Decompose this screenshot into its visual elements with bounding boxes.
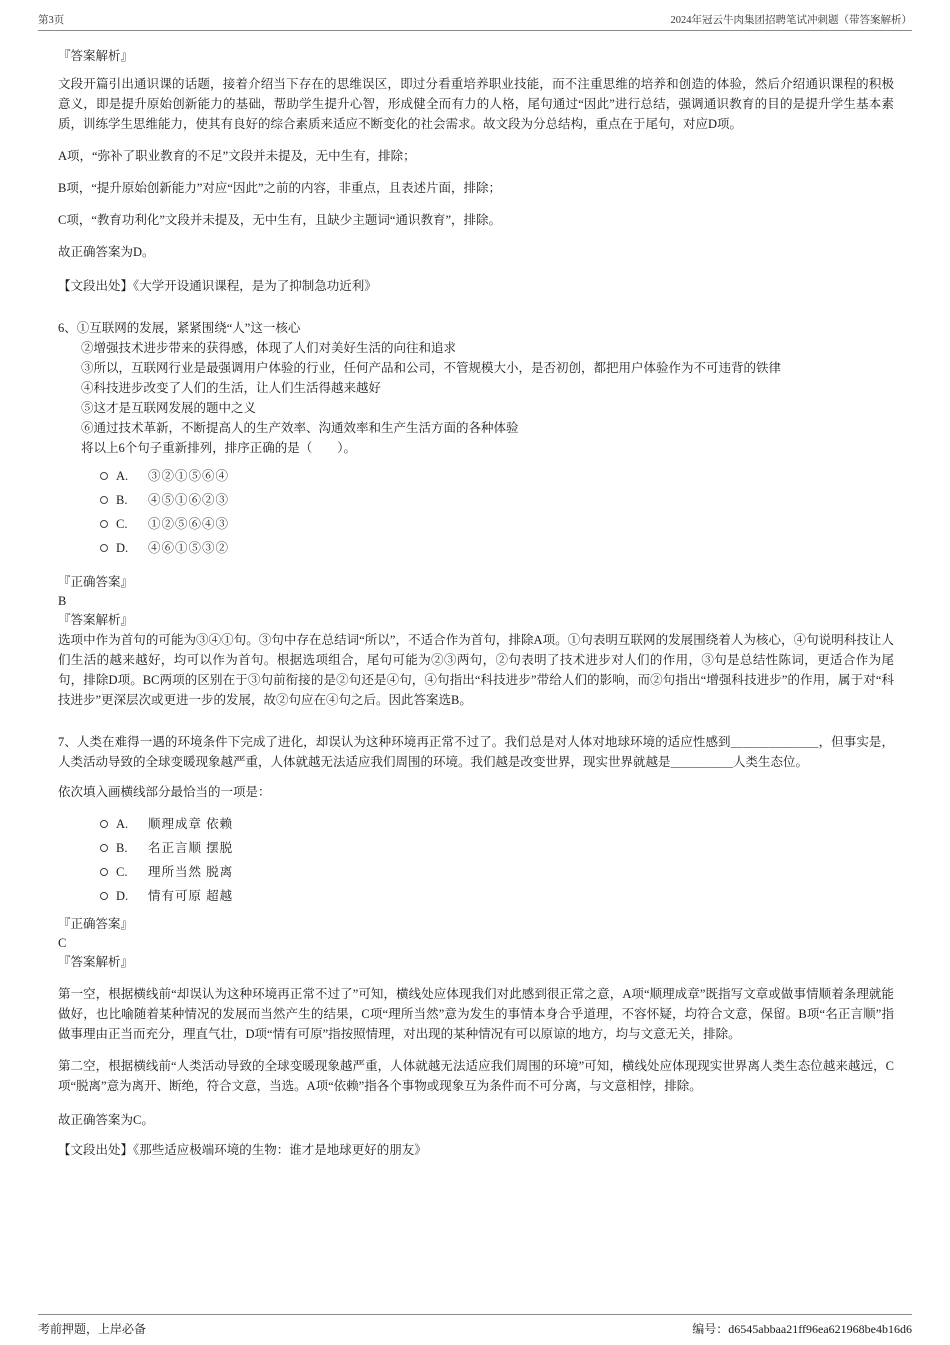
- option-text: ④⑤①⑥②③: [148, 493, 230, 507]
- q5-source: 【文段出处】《大学开设通识课程，是为了抑制急功近利》: [58, 279, 377, 293]
- option-text: ①②⑤⑥④③: [148, 517, 230, 531]
- question-6: [58, 318, 894, 710]
- q7-analysis-p2: 第二空，根据横线前“人类活动导致的全球变暖现象越严重，人体就越无法适应我们周围的环境”可知，横线处应体现现实世界离人类生态位越来越远，C项“脱离”意为离开、断绝，符合文意，当选。A项“依赖”指各个事物或现象互为条件而不可分离，与文意相悖，排除。: [58, 1059, 894, 1093]
- q6-analysis-text: 选项中作为首句的可能为③④①句。③句中存在总结词“所以”，不适合作为首句，排除A项。①句表明互联网的发展围绕着人为核心，④句说明科技让人们生活的越来越好，均可以作为首句。根据选项组合，尾句可能为②③两句，②句表明了技术进步对人们的作用，③句是总结性陈词，更适合作为尾句，排除D项。BC两项的区别在于③句前衔接的是②句还是④句，④句指出“科技进步”带给人们的影响，而②句指出“增强科技进步”的作用，属于对“科技进步”更深层次或更进一步的发展，故②句应在④句之后。因此答案选B。: [58, 633, 894, 707]
- q6-stem: 6、①互联网的发展，紧紧围绕“人”这一核心: [58, 321, 301, 335]
- page-number: 第3页: [38, 15, 65, 26]
- option-text: ④⑥①⑤③②: [148, 541, 230, 555]
- q7-option-a[interactable]: [100, 812, 894, 836]
- q6-analysis-label: 『答案解析』: [58, 613, 134, 627]
- option-text: ③②①⑤⑥④: [148, 469, 230, 483]
- option-letter: D.: [116, 889, 129, 903]
- q5-analysis-text: 文段开篇引出通识课的话题，接着介绍当下存在的思维误区，即过分看重培养职业技能，而不注重思维的培养和创造的体验，然后介绍通识课程的积极意义，即是提升原始创新能力的基础，帮助学生提升心智，形成健全而有力的人格，尾句通过“因此”进行总结，强调通识教育的目的是提升学生基本素质，训练学生思维能力，使其有良好的综合素质来适应不断变化的社会需求。故文段为分总结构，重点在于尾句，对应D项。: [58, 77, 894, 131]
- option-text: 情有可原 超越: [148, 889, 234, 903]
- q5-point-b: B项，“提升原始创新能力”对应“因此”之前的内容，非重点，且表述片面，排除；: [58, 181, 502, 195]
- page-content: [58, 46, 894, 1160]
- radio-icon[interactable]: [100, 844, 108, 852]
- q7-stem: 7、人类在难得一遇的环境条件下完成了进化，却误认为这种环境再正常不过了。我们总是对人体对地球环境的适应性感到＿＿＿＿＿＿＿，但事实是，人类活动导致的全球变暖现象越严重，人体就越无法适应我们周围的环境。我们越是改变世界，现实世界就越是＿＿＿＿＿人类生态位。: [58, 735, 894, 769]
- question-7: [58, 732, 894, 1160]
- doc-code: 编号：d6545abbaa21ff96ea621968be4b16d6: [692, 1322, 912, 1336]
- footer-divider: [38, 1314, 912, 1315]
- q6-option-b[interactable]: [100, 488, 894, 512]
- q6-sentence-6: ⑥通过技术革新，不断提高人的生产效率、沟通效率和生产生活方面的各种体验: [81, 421, 519, 435]
- doc-title: 2024年冠云牛肉集团招聘笔试冲刺题（带答案解析）: [670, 15, 912, 26]
- header-divider: [38, 30, 912, 31]
- q7-analysis-p1: 第一空，根据横线前“却误认为这种环境再正常不过了”可知，横线处应体现我们对此感到很正常之意，A项“顺理成章”既指写文章或做事情顺着条理就能做好，也比喻随着某种情况的发展而当然产生的结果，C项“理所当然”意为发生的事情本身合乎道理，不容怀疑，均符合文意，保留。B项“名正言顺”指做事理由正当而充分，理直气壮，D项“情有可原”指按照情理，对出现的某种情况有可以原谅的地方，均与文意无关，排除。: [58, 987, 894, 1041]
- option-text: 顺理成章 依赖: [148, 817, 234, 831]
- q7-answer-label: 『正确答案』: [58, 917, 134, 931]
- radio-icon[interactable]: [100, 520, 108, 528]
- option-letter: B.: [116, 841, 128, 855]
- q5-point-c: C项，“教育功利化”文段并未提及，无中生有，且缺少主题词“通识教育”，排除。: [58, 213, 502, 227]
- option-letter: A.: [116, 817, 129, 831]
- q5-point-a: A项，“弥补了职业教育的不足”文段并未提及，无中生有，排除；: [58, 149, 416, 163]
- q7-analysis-label: 『答案解析』: [58, 955, 134, 969]
- radio-icon[interactable]: [100, 868, 108, 876]
- q5-analysis-label: 『答案解析』: [58, 49, 134, 63]
- radio-icon[interactable]: [100, 544, 108, 552]
- q6-option-c[interactable]: [100, 512, 894, 536]
- q6-sentence-4: ④科技进步改变了人们的生活，让人们生活得越来越好: [81, 381, 382, 395]
- radio-icon[interactable]: [100, 892, 108, 900]
- option-letter: B.: [116, 493, 128, 507]
- q6-answer-label: 『正确答案』: [58, 575, 134, 589]
- q6-sentence-3: ③所以，互联网行业是最强调用户体验的行业，任何产品和公司，不管规模大小，是否初创，都把用户体验作为不可违背的铁律: [81, 361, 782, 375]
- option-letter: C.: [116, 865, 128, 879]
- page-footer: [38, 1320, 912, 1337]
- q5-conclusion: 故正确答案为D。: [58, 245, 155, 259]
- q6-sentence-5: ⑤这才是互联网发展的题中之义: [81, 401, 257, 415]
- radio-icon[interactable]: [100, 472, 108, 480]
- option-text: 理所当然 脱离: [148, 865, 234, 879]
- q6-answer-value: B: [58, 594, 67, 608]
- radio-icon[interactable]: [100, 820, 108, 828]
- footer-slogan: 考前押题，上岸必备: [38, 1322, 147, 1336]
- option-letter: C.: [116, 517, 128, 531]
- option-letter: A.: [116, 469, 129, 483]
- q6-instruction: 将以上6个句子重新排列，排序正确的是（ ）。: [81, 441, 357, 455]
- q7-instruction: 依次填入画横线部分最恰当的一项是：: [58, 785, 271, 799]
- q7-conclusion: 故正确答案为C。: [58, 1113, 154, 1127]
- q7-option-c[interactable]: [100, 860, 894, 884]
- q7-option-b[interactable]: [100, 836, 894, 860]
- q6-option-d[interactable]: [100, 536, 894, 560]
- q6-option-a[interactable]: [100, 464, 894, 488]
- option-letter: D.: [116, 541, 129, 555]
- option-text: 名正言顺 摆脱: [148, 841, 234, 855]
- q7-answer-value: C: [58, 936, 67, 950]
- radio-icon[interactable]: [100, 496, 108, 504]
- q7-source: 【文段出处】《那些适应极端环境的生物：谁才是地球更好的朋友》: [58, 1143, 427, 1157]
- page-header: [38, 12, 912, 27]
- q6-sentence-2: ②增强技术进步带来的获得感，体现了人们对美好生活的向往和追求: [81, 341, 457, 355]
- q7-option-d[interactable]: [100, 884, 894, 908]
